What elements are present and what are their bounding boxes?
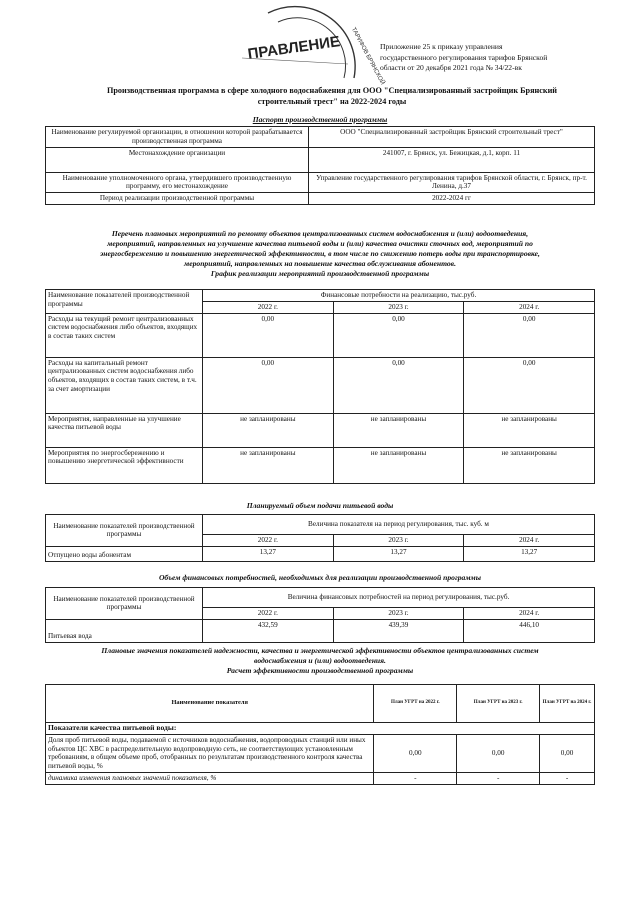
table-row [46,127,595,148]
title-line: Производственная программа в сфере холодного водоснабжения для ООО "Специализированный застройщик Брянский [106,86,558,95]
cell-value: не запланированы [464,447,595,483]
appendix-note [380,42,595,74]
column-header: План УГРТ на 2023 г. [457,685,540,723]
table-row [46,290,595,302]
cell-value: 0,00 [374,734,457,772]
year-header: 2024 г. [464,535,595,547]
efficiency-subheading: Расчет эффективности производственной программы [226,666,414,675]
table-row [46,313,595,357]
cell-value: 0,00 [333,313,464,357]
cell-value: 0,00 [464,357,595,413]
year-header: 2024 г. [464,301,595,313]
cell-value: не запланированы [203,447,334,483]
column-header: Наименование показателей производственной программы [46,588,203,620]
cell-value: 0,00 [464,313,595,357]
column-header: План УГРТ на 2022 г. [374,685,457,723]
row-label: Питьевая вода [46,619,203,642]
row-label: Доля проб питьевой воды, подаваемой с источников водоснабжения, водопроводных станций или иных объектов ЦС ХВС в распределительную водопроводную сеть, не соответствующих установленным требованиям, в общем объеме проб, отобранных по результатам производственного контроля качества питьевой воды, % [46,734,374,772]
year-header: 2023 г. [333,608,464,620]
passport-label: Наименование уполномоченного органа, утвердившего производственную программу, его местонахождение [46,172,309,193]
column-header: Наименование показателей производственной программы [46,290,203,314]
cell-value: - [540,772,595,784]
year-header: 2024 г. [464,608,595,620]
row-label: Мероприятия по энергосбережению и повышению энергетической эффективности [46,447,203,483]
passport-value: Управление государственного регулирования тарифов Брянской области, г. Брянск, пр-т. Ленина, д.37 [309,172,595,193]
document-title [62,85,602,107]
measures-subheading: График реализации мероприятий производственной программы [210,269,430,278]
finance-heading: Объем финансовых потребностей, необходимых для реализации производственной программы [158,573,482,582]
row-label: Отпущено воды абонентам [46,546,203,561]
passport-heading: Паспорт производственной программы [252,115,388,124]
title-line: строительный трест" на 2022-2024 годы [257,97,407,106]
cell-value: 0,00 [333,357,464,413]
passport-label: Период реализации производственной программы [46,193,309,205]
table-row [46,772,595,784]
efficiency-heading: Плановые значения показателей надежности, качества и энергетической эффективности объектов централизованных систем водоснабжения и (или) водоотведения. Расчет эффективности производственной программы [30,646,610,676]
year-header: 2023 г. [333,535,464,547]
cell-value: 439,39 [333,619,464,642]
year-header: 2023 г. [333,301,464,313]
passport-label: Наименование регулируемой организации, в отношении которой разрабатывается производственная программа [46,127,309,148]
volume-heading: Планируемый объем подачи питьевой воды [246,501,394,510]
cell-value: 432,59 [203,619,334,642]
measures-table [45,289,595,484]
table-row [46,515,595,535]
finance-table [45,587,595,643]
column-header: Наименование показателя [46,685,374,723]
cell-value: не запланированы [333,413,464,447]
table-row [46,357,595,413]
cell-value: 13,27 [203,546,334,561]
appendix-line: Приложение 25 к приказу управления [380,42,503,51]
row-label: динамика изменения плановых значений показателя, % [46,772,374,784]
year-header: 2022 г. [203,301,334,313]
cell-value: 13,27 [464,546,595,561]
column-group-header: Величина показателя на период регулирования, тыс. куб. м [203,515,595,535]
stamp-ring-text: ТАРИФОВ БРЯНСКОЙ [349,26,386,86]
table-row [46,147,595,172]
table-row [46,172,595,193]
cell-value: не запланированы [203,413,334,447]
appendix-line: государственного регулирования тарифов Брянской [380,52,548,62]
cell-value: 0,00 [457,734,540,772]
row-label: Расходы на текущий ремонт централизованных систем водоснабжения либо объектов, входящих в состав таких систем [46,313,203,357]
table-row [46,193,595,205]
table-row [46,413,595,447]
cell-value: не запланированы [333,447,464,483]
efficiency-table [45,684,595,785]
passport-value: 2022-2024 гг [309,193,595,205]
passport-value: 241007, г. Брянск, ул. Бежицкая, д.1, корп. 11 [309,147,595,172]
cell-value: 13,27 [333,546,464,561]
cell-value: - [374,772,457,784]
table-row [46,588,595,608]
table-row [46,734,595,772]
table-row [46,685,595,723]
volume-table [45,514,595,562]
table-row [46,546,595,561]
cell-value: 0,00 [203,357,334,413]
official-stamp [238,8,386,96]
stamp-text: ПРАВЛЕНИЕ [246,33,342,63]
column-group-header: Величина финансовых потребностей на период регулирования, тыс.руб. [203,588,595,608]
passport-label: Местонахождение организации [46,147,309,172]
table-row [46,723,595,735]
section-header: Показатели качества питьевой воды: [46,723,595,735]
cell-value: не запланированы [464,413,595,447]
row-label: Расходы на капитальный ремонт централизованных систем водоснабжения либо объектов, входящих в состав таких систем, в т.ч. за счет амортизации [46,357,203,413]
row-label: Мероприятия, направленные на улучшение качества питьевой воды [46,413,203,447]
year-header: 2022 г. [203,608,334,620]
year-header: 2022 г. [203,535,334,547]
column-group-header: Финансовые потребности на реализацию, тыс.руб. [203,290,595,302]
cell-value: 446,10 [464,619,595,642]
table-row [46,619,595,642]
appendix-line: области от 20 декабря 2021 года № 34/22-вк [380,63,522,72]
passport-table [45,126,595,205]
cell-value: 0,00 [540,734,595,772]
cell-value: 0,00 [203,313,334,357]
column-header: План УГРТ на 2024 г. [540,685,595,723]
measures-heading: Перечень плановых мероприятий по ремонту объектов централизованных систем водоснабжения и (или) водоотведения, мероприятий, направленных на улучшение качества питьевой воды и (или) качества очистки сточных вод, мероприятий по энергосбережению и повышению энергетической эффективности, в том числе по снижению потерь воды при транспортировке, мероприятий, направленных на повышение качества обслуживания абонентов. График реализации мероприятий производственной программы [30,229,610,279]
cell-value: - [457,772,540,784]
column-header: Наименование показателей производственной программы [46,515,203,547]
table-row [46,447,595,483]
passport-value: ООО "Специализированный застройщик Брянский строительный трест" [309,127,595,148]
